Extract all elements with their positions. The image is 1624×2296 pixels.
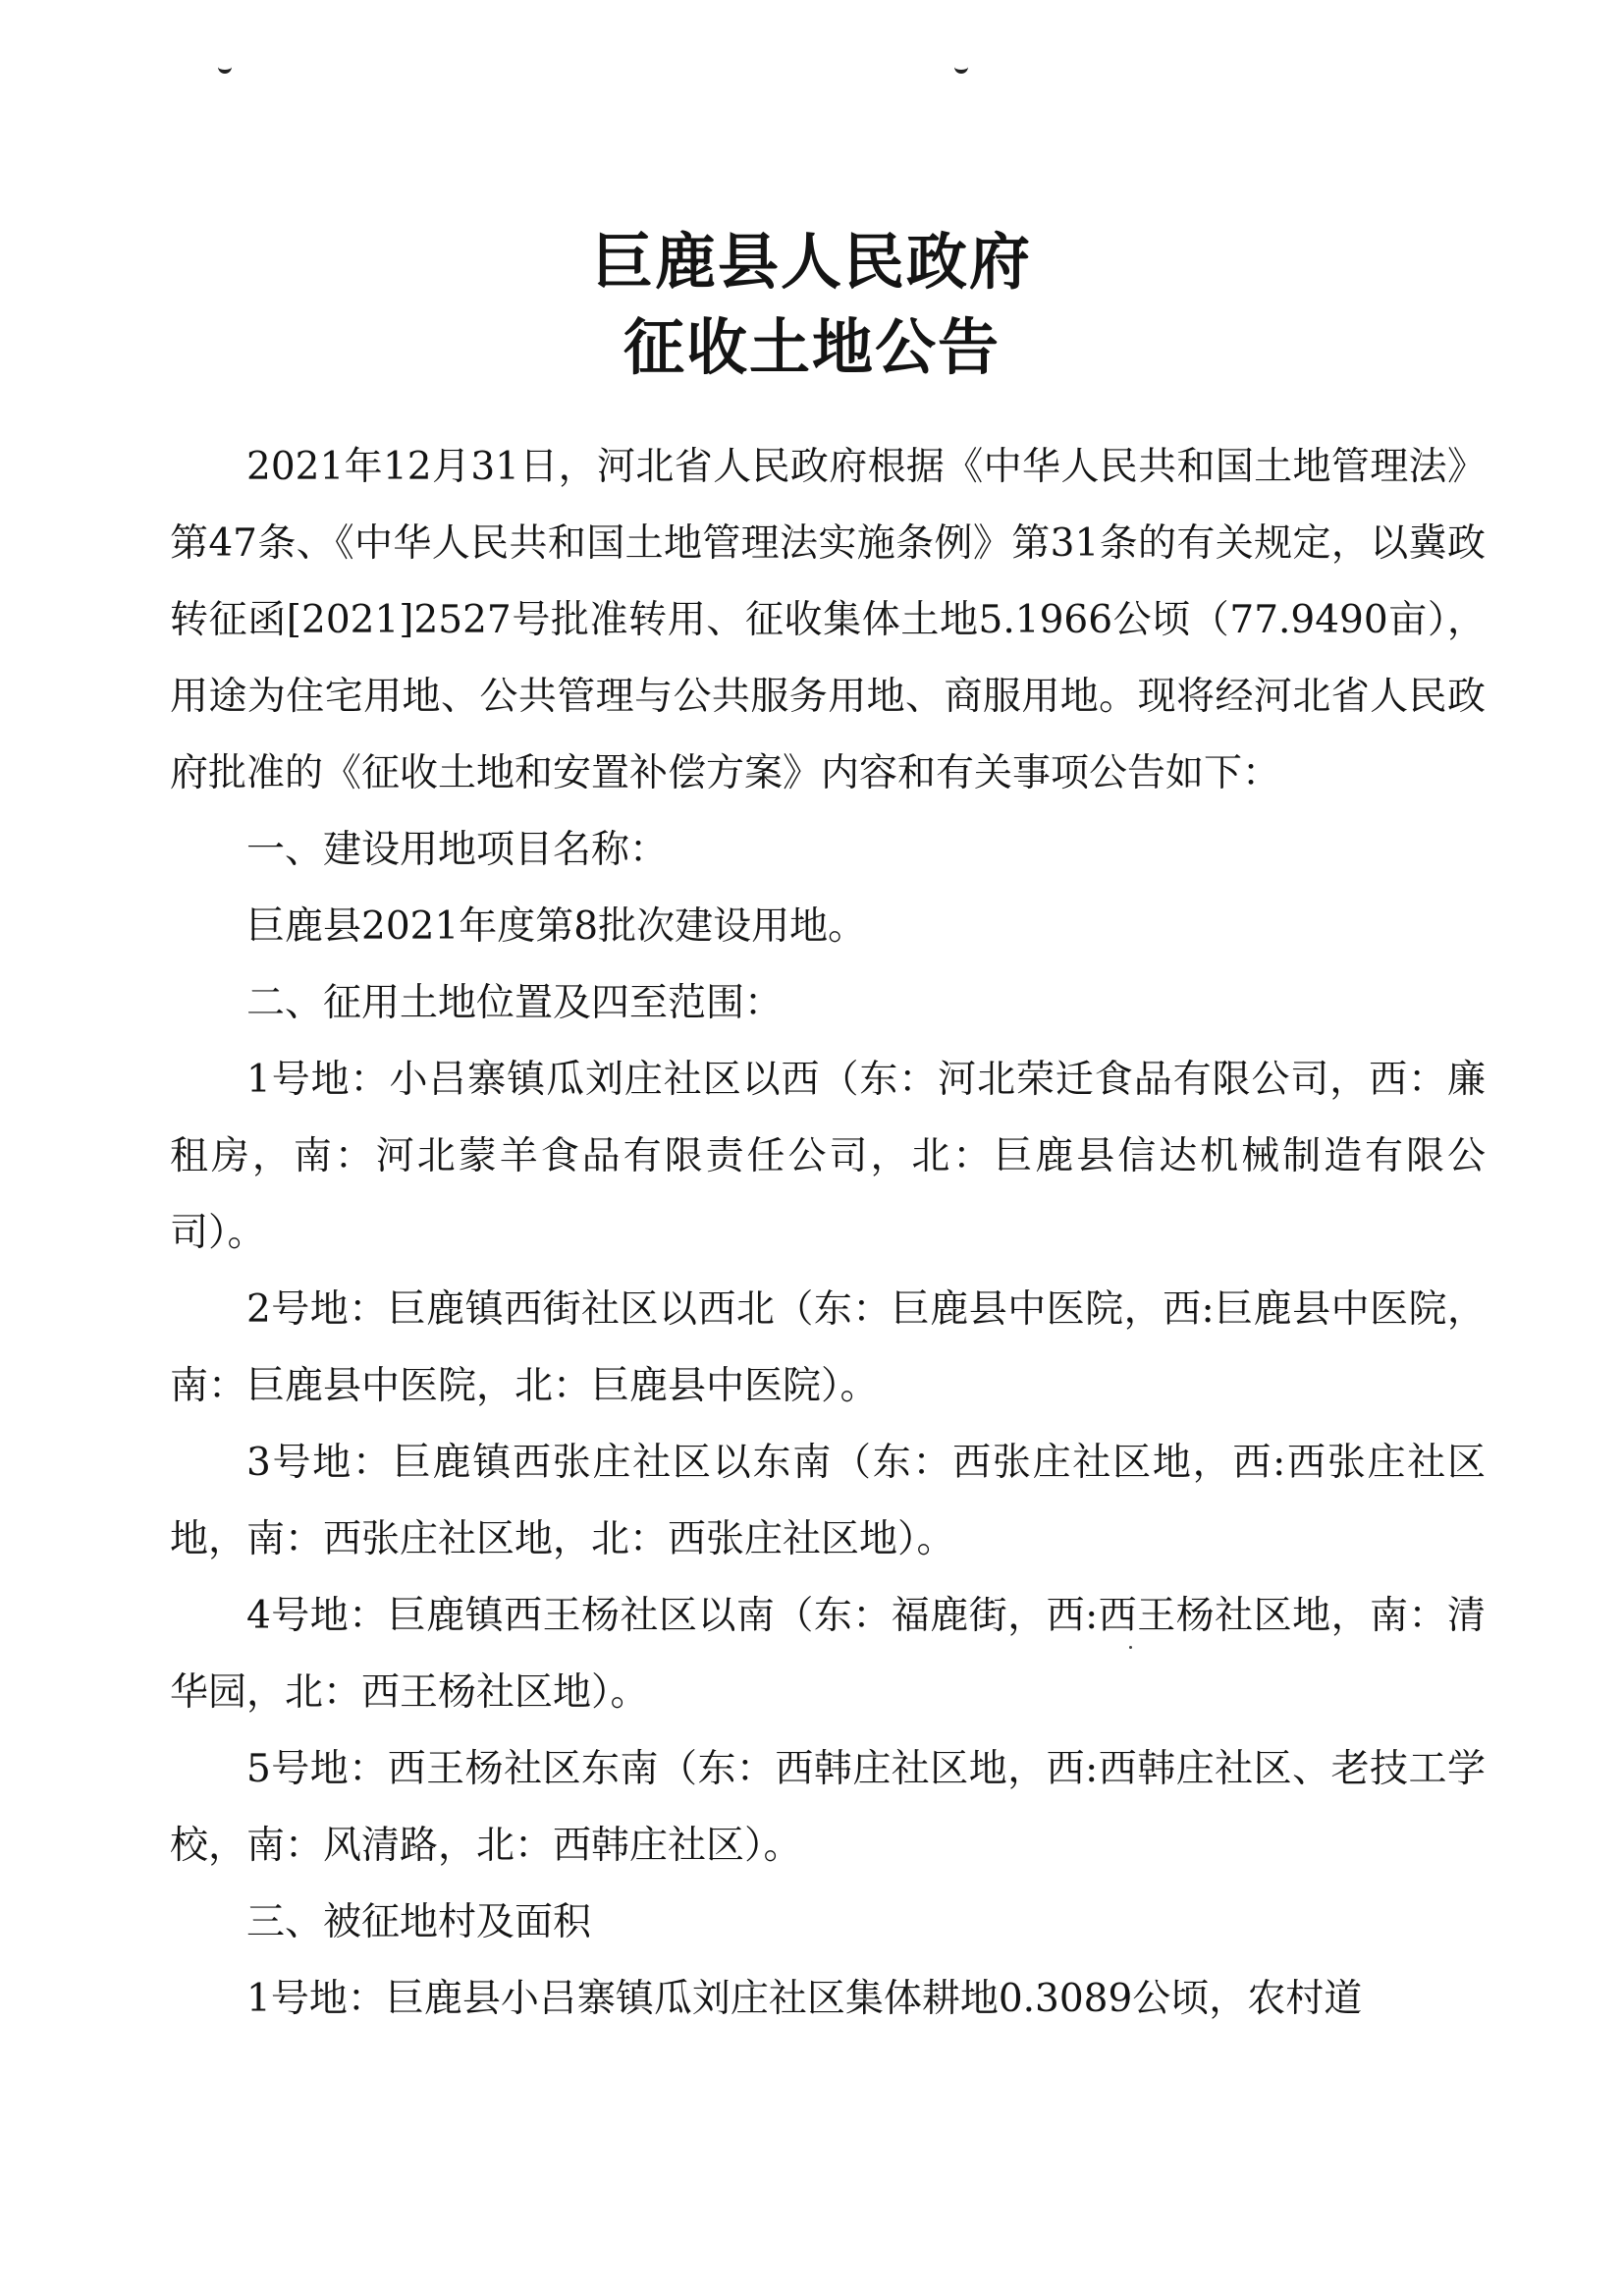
section-heading-project-name: 一、建设用地项目名称： [246, 828, 669, 872]
plot-1-area-paragraph: 1号地：巨鹿县小吕寨镇瓜刘庄社区集体耕地0.3089公顷，农村道 [246, 1977, 1363, 2021]
plot-5-location-paragraph: 5号地：西王杨社区东南（东：西韩庄社区地，西:西韩庄社区、老技工学校，南：风清路，北：西韩庄社区）。 [170, 1747, 1486, 1868]
section-heading-villages-area: 三、被征地村及面积 [246, 1900, 592, 1944]
document-title-line-1: 巨鹿县人民政府 [591, 225, 1032, 298]
section-heading-land-location: 二、征用土地位置及四至范围： [246, 981, 784, 1025]
scan-mark-right [954, 63, 968, 74]
plot-3-location-paragraph: 3号地：巨鹿镇西张庄社区以东南（东：西张庄社区地，西:西张庄社区地，南：西张庄社区地，北：西张庄社区地）。 [170, 1441, 1486, 1561]
intro-paragraph: 2021年12月31日，河北省人民政府根据《中华人民共和国土地管理法》第47条、《中华人民共和国土地管理法实施条例》第31条的有关规定，以冀政转征函[2021]2527号批准转用、征收集体土地5.1966公顷（77.9490亩），用途为住宅用地、公共管理与公共服务用地、商服用地。现将经河北省人民政府批准的《征收土地和安置补偿方案》内容和有关事项公告如下： [170, 445, 1486, 795]
document-title-line-2: 征收土地公告 [623, 310, 1001, 383]
scan-mark-left [218, 63, 232, 74]
plot-2-location-paragraph: 2号地：巨鹿镇西街社区以西北（东：巨鹿县中医院，西:巨鹿县中医院，南：巨鹿县中医院，北：巨鹿县中医院）。 [170, 1287, 1486, 1408]
project-name-paragraph: 巨鹿县2021年度第8批次建设用地。 [246, 904, 867, 949]
plot-1-location-paragraph: 1号地：小吕寨镇瓜刘庄社区以西（东：河北荣迁食品有限公司，西：廉租房，南：河北蒙羊食品有限责任公司，北：巨鹿县信达机械制造有限公司）。 [170, 1058, 1486, 1255]
document-body [170, 429, 1486, 2038]
plot-4-location-paragraph: 4号地：巨鹿镇西王杨社区以南（东：福鹿街，西:西王杨社区地，南：清华园，北：西王杨社区地）。 [170, 1594, 1486, 1715]
